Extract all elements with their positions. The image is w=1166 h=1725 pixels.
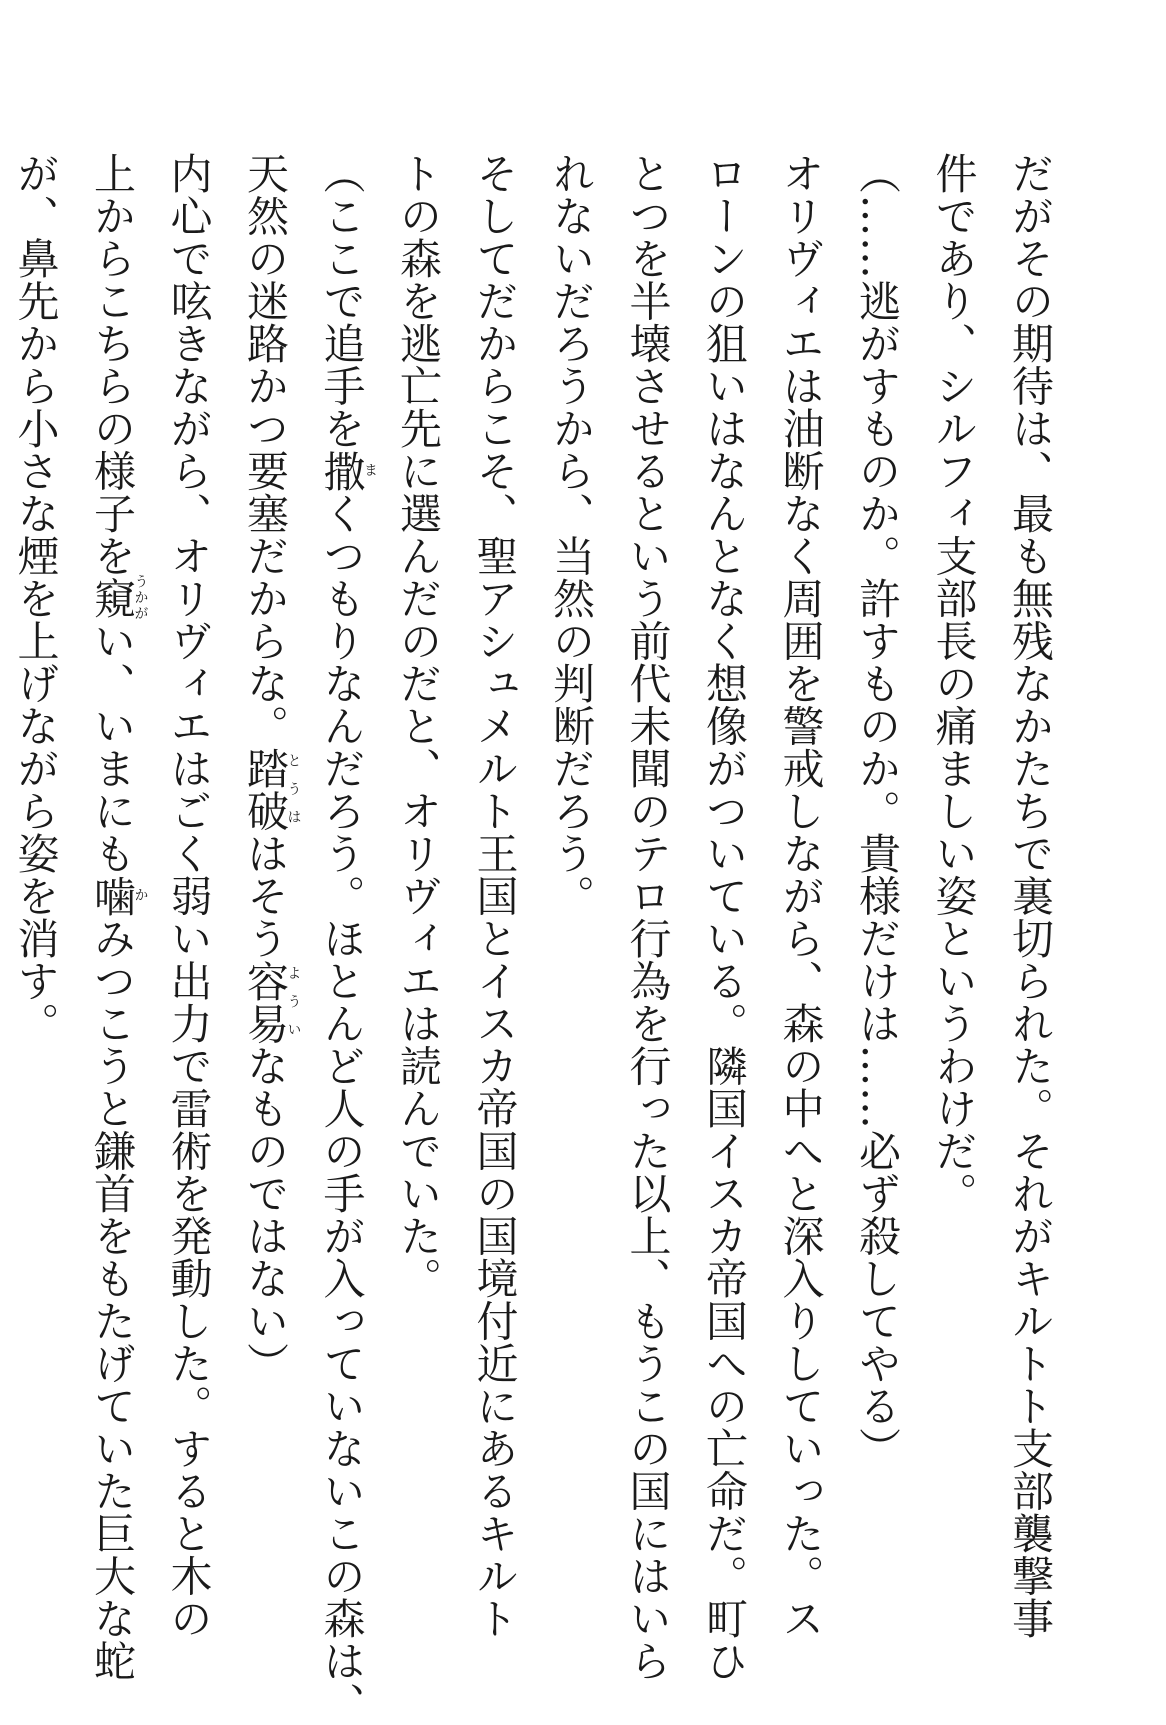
ruby-ukagai	[88, 574, 149, 623]
ruby-touha	[241, 747, 302, 832]
ruby-maku	[317, 449, 378, 493]
ruby-base: 踏破	[241, 747, 290, 832]
ruby-reading: うかが	[132, 574, 149, 623]
ruby-kami	[88, 874, 149, 918]
vertical-text-body	[0, 152, 1068, 1725]
ruby-reading: ようい	[285, 959, 302, 1045]
text-segment: みつこうと鎌首をもたげていた巨大な蛇	[88, 917, 137, 1682]
text-line-12: 内心で呟きながら、オリヴィエはごく弱い出力で雷術を発動した。すると木の	[164, 152, 214, 1640]
ruby-base: 撒	[317, 449, 367, 492]
ruby-reading: か	[132, 874, 149, 917]
text-line-13	[74, 152, 151, 1682]
text-line-6: とつを半壊させるという前代未聞のテロ行為を行った以上、もうこの国にはいら	[623, 152, 673, 1682]
text-segment: 上からこちらの様子を	[88, 152, 137, 577]
text-line-4: オリヴィエは油断なく周囲を警戒しながら、森の中へと深入りしていった。ス	[776, 152, 826, 1640]
text-line-3: （……逃がすものか。許すものか。貴様だけは……必ず殺してやる）	[853, 152, 902, 1470]
text-line-9: トの森を逃亡先に選んだのだと、オリヴィエは読んでいた。	[394, 152, 443, 1300]
text-line-2: 件であり、シルフィ支部長の痛ましい姿というわけだ。	[929, 152, 979, 1215]
text-line-8: そしてだからこそ、聖アシュメルト王国とイスカ帝国の国境付近にあるキルト	[470, 152, 520, 1640]
ruby-reading: とうは	[285, 747, 302, 832]
text-segment: い、いまにも	[88, 619, 137, 875]
text-segment: はそう	[241, 832, 290, 960]
text-segment: 天然の迷路かつ要塞だからな。	[241, 152, 290, 747]
ruby-youi	[241, 959, 302, 1045]
ruby-reading: ま	[362, 449, 378, 492]
text-segment: なものではない）	[241, 1044, 290, 1385]
text-line-5: ローンの狙いはなんとなく想像がついている。隣国イスカ帝国への亡命だ。町ひ	[700, 152, 749, 1682]
ruby-base: 容易	[241, 959, 290, 1045]
text-line-11	[227, 152, 304, 1572]
text-line-10	[303, 152, 380, 1725]
text-line-14: が、鼻先から小さな煙を上げながら姿を消す。	[11, 152, 61, 1045]
text-line-7: れないだろうから、当然の判断だろう。	[547, 152, 596, 917]
text-segment: （ここで追手を	[317, 152, 367, 450]
ruby-base: 窺	[88, 574, 137, 623]
text-segment: くつもりなんだろう。ほとんど人の手が入っていないこの森は、	[317, 492, 367, 1725]
text-line-1: だがその期待は、最も無残なかたちで裏切られた。それがキルトト支部襲撃事	[1006, 152, 1055, 1640]
ruby-base: 噛	[88, 874, 137, 917]
